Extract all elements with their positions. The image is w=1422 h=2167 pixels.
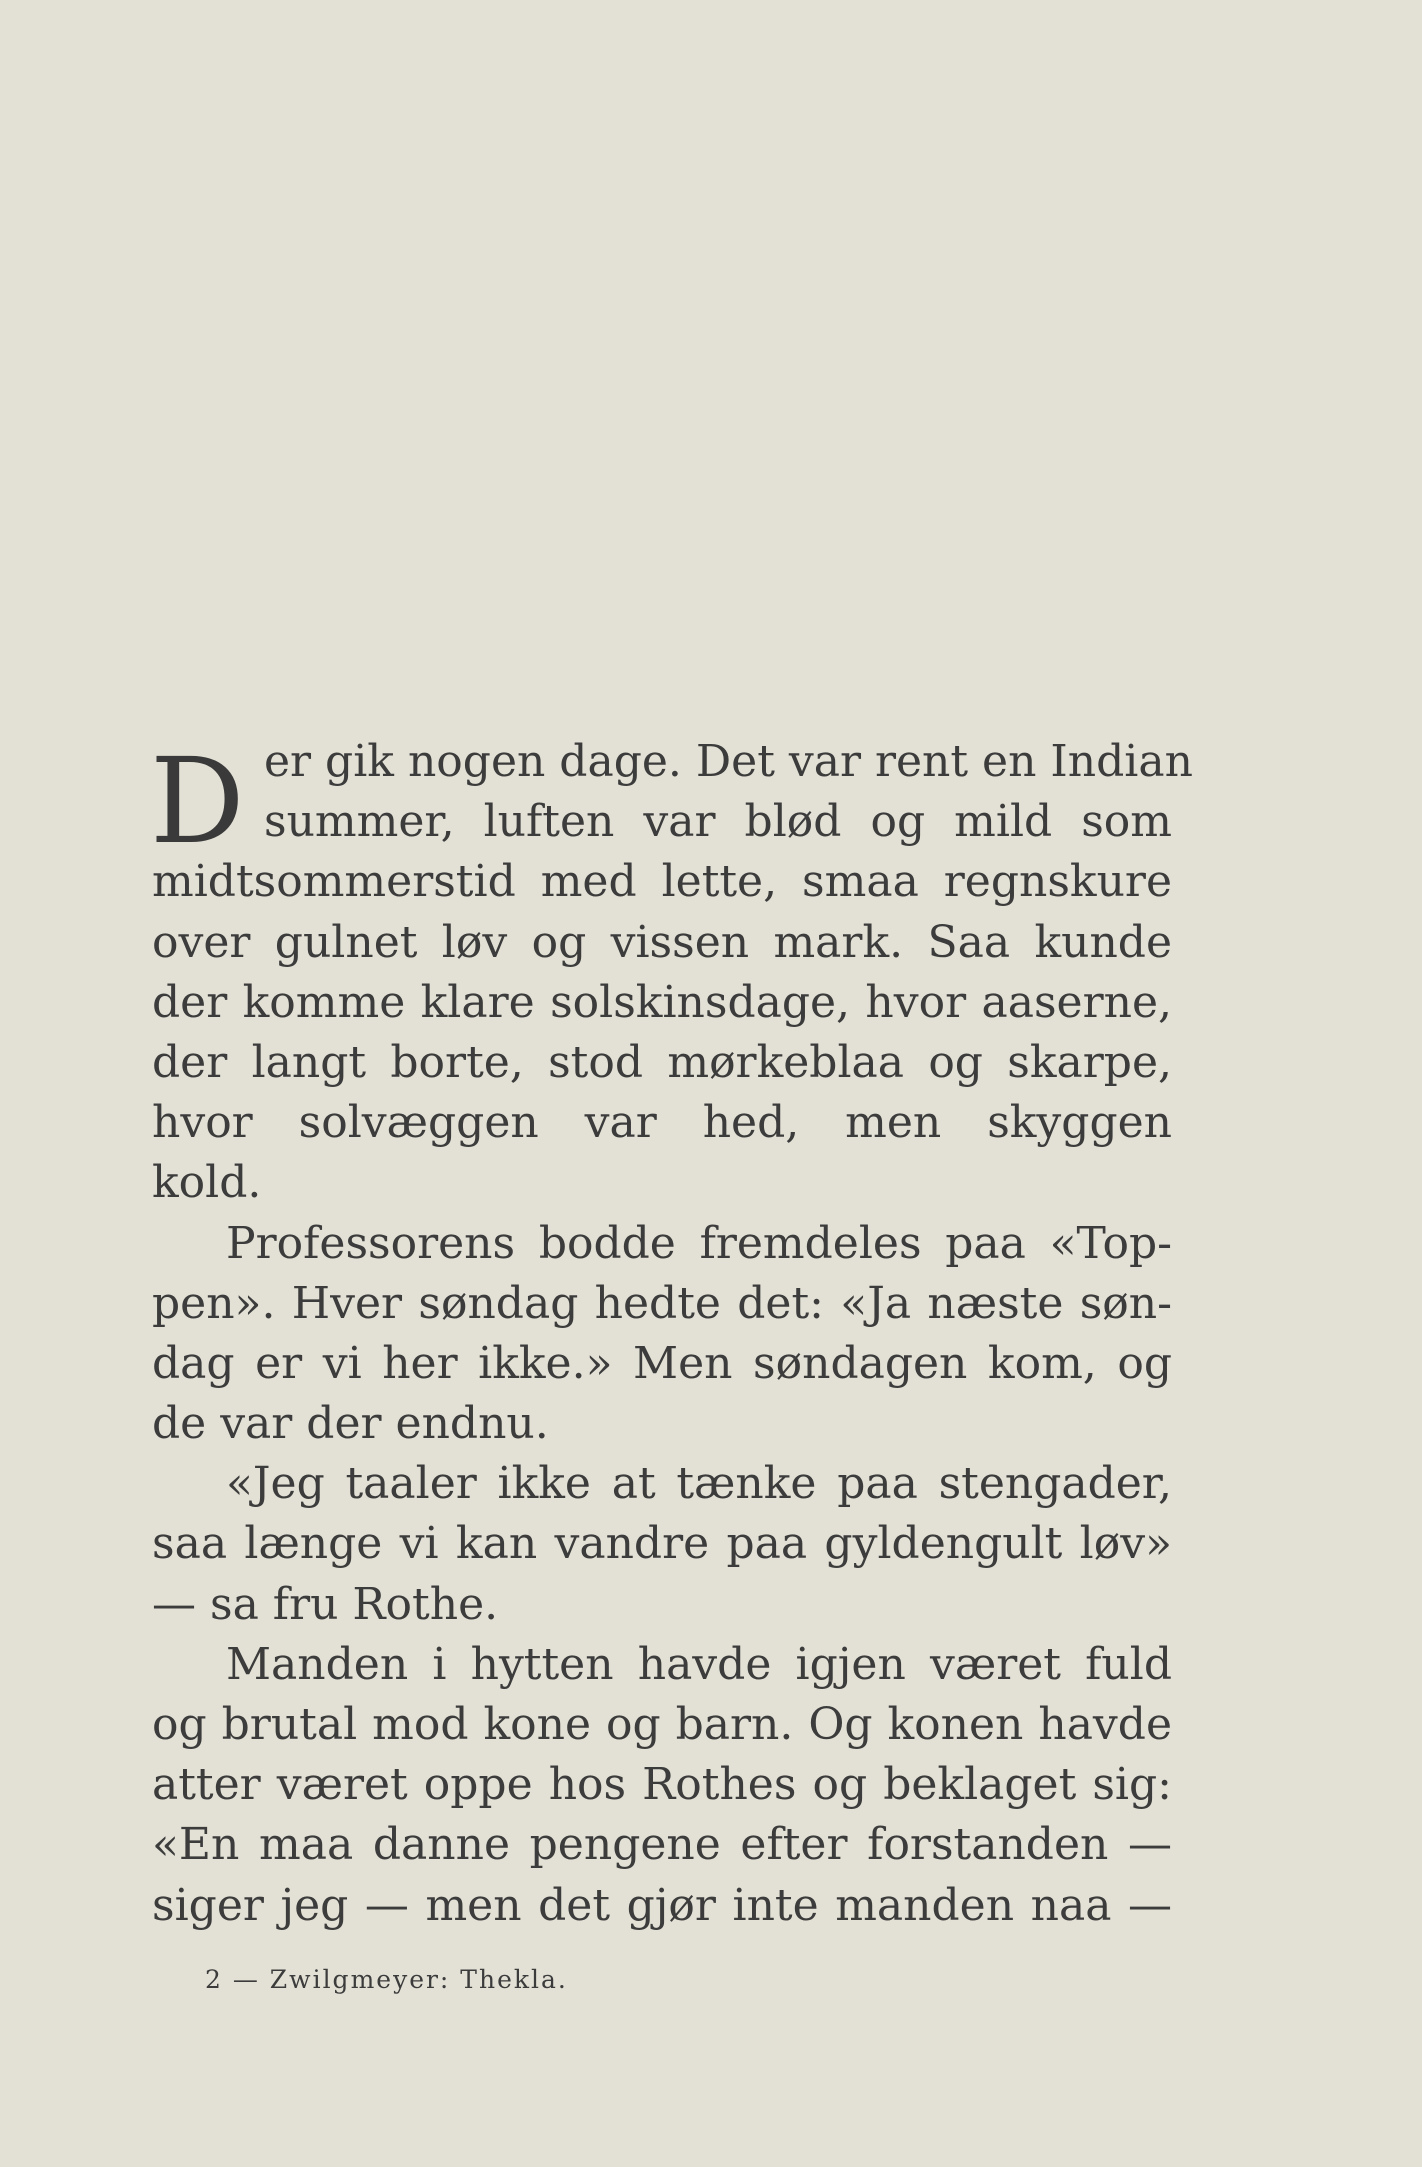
- text-line: kold.: [152, 1157, 262, 1209]
- page-footer: 2 — Zwilgmeyer: Thekla.: [205, 1965, 568, 1994]
- text-line: hvor solvæggen var hed, men skyggen: [152, 1097, 1172, 1149]
- drop-cap: D: [150, 732, 245, 870]
- text-line: er gik nogen dage. Det var rent en Indian: [264, 736, 1193, 787]
- text-line: over gulnet løv og vissen mark. Saa kunde: [152, 916, 1172, 968]
- text-line: og brutal mod kone og barn. Og konen havde: [152, 1699, 1172, 1750]
- text-line: summer, luften var blød og mild som: [264, 796, 1172, 848]
- text-line: dag er vi her ikke.» Men søndagen kom, og: [152, 1337, 1172, 1389]
- text-line: saa længe vi kan vandre paa gyldengult løv»: [152, 1518, 1172, 1570]
- text-line: siger jeg — men det gjør inte manden naa —: [152, 1879, 1172, 1931]
- text-line: Manden i hytten havde igjen været fuld: [226, 1638, 1172, 1690]
- text-line: — sa fru Rothe.: [152, 1578, 499, 1630]
- text-line: de var der endnu.: [152, 1398, 549, 1450]
- text-line: der langt borte, stod mørkeblaa og skarpe,: [152, 1036, 1172, 1088]
- body-text: [150, 732, 1193, 1936]
- text-line: «En maa danne pengene efter forstanden —: [152, 1819, 1172, 1871]
- text-line: «Jeg taaler ikke at tænke paa stengader,: [226, 1458, 1172, 1510]
- text-line: der komme klare solskinsdage, hvor aaserne,: [152, 976, 1172, 1028]
- text-line: atter været oppe hos Rothes og beklaget sig:: [152, 1759, 1172, 1811]
- text-line: Professorens bodde fremdeles paa «Top-: [226, 1217, 1172, 1269]
- text-line: pen». Hver søndag hedte det: «Ja næste søn-: [152, 1277, 1172, 1329]
- text-line: midtsommerstid med lette, smaa regnskure: [152, 856, 1172, 908]
